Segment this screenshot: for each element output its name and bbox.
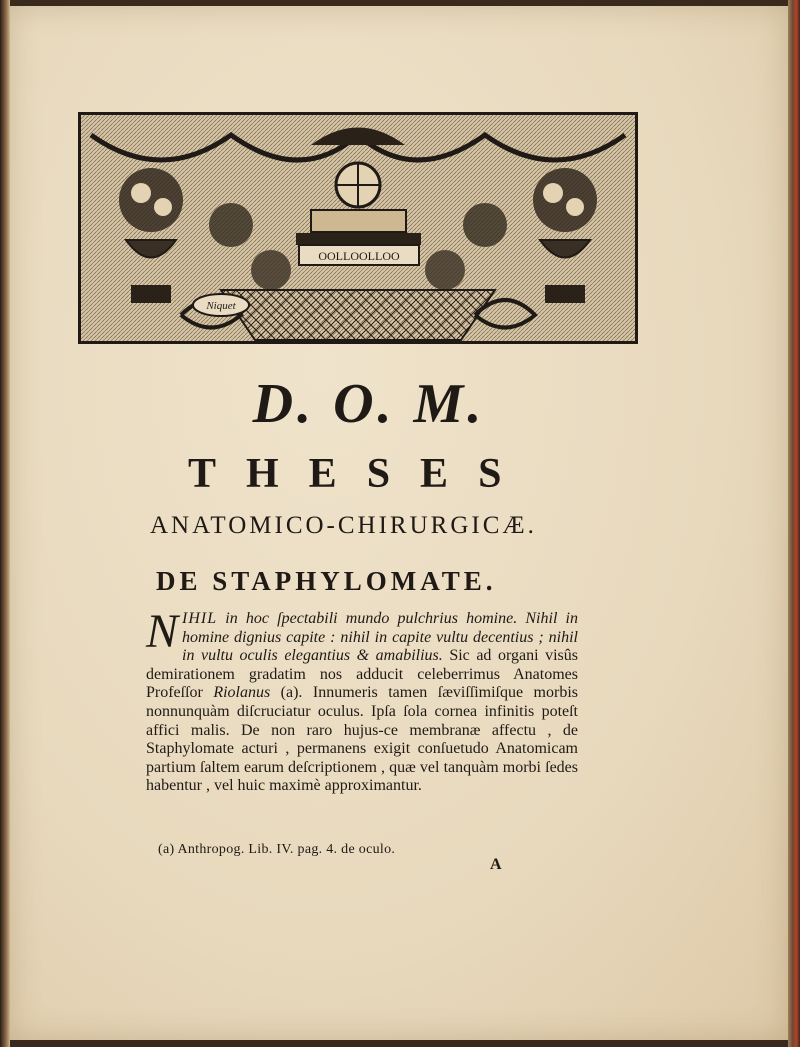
author-name: Riolanus [213,684,271,702]
engraver-signature: Niquet [206,300,236,312]
subtitle-anatomico: ANATOMICO-CHIRURGICÆ. [150,512,537,539]
lead-word: IHIL [182,610,218,627]
book-gutter [0,0,10,1047]
drop-cap: N [146,605,179,658]
body-paragraph [146,605,579,796]
italic-quote: in hoc ſpectabili mundo pulchrius homine. Nihil in homine dignius capite : nihil in capite vultu decentius ; nihil in vultu oculis elegantius & amabilius. [182,610,578,665]
headpiece-engraving [81,115,635,341]
page-edge [788,0,800,1047]
page [10,6,788,1040]
title-dom: D. O. M. [252,373,486,435]
title-theses: THESES [188,451,532,497]
tablet-text: OOLLOOLLOO [318,249,400,263]
signature-mark: A [490,856,502,873]
footnote: (a) Anthropog. Lib. IV. pag. 4. de oculo. [158,842,396,857]
subtitle-staphylomate: DE STAPHYLOMATE. [156,566,497,596]
ornamental-headpiece [78,112,638,344]
body-text-2: (a). Innumeris tamen ſæviſſimiſque morbis nonnunquàm diſcruciatur oculus. Ipſa ſola cornea infinitis poteſt affici malis. De non raro hujus-ce membranæ affectu , de Staphylomate acturi , permanens exigit conſuetudo Anatomicam partium ſaltem earum deſcriptionem , quæ vel tanquàm morbi ſedes habentur , vel huic maximè approximantur. [146,684,578,795]
body-text-1: Sic ad organi visûs demirationem gradatim nos adducit celeberrimus Anatomes Profeſſor [146,647,579,702]
